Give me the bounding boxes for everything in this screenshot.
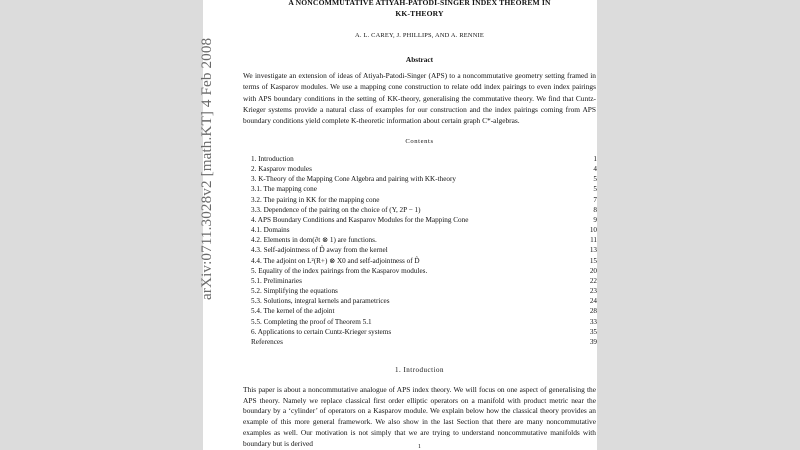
- toc-entry[interactable]: [251, 215, 597, 225]
- toc-entry-label: 4.1. Domains: [251, 226, 290, 235]
- toc-entry[interactable]: [251, 317, 597, 327]
- toc-entry[interactable]: [251, 256, 597, 266]
- toc-entry-page: 24: [589, 297, 597, 306]
- toc-entry-page: 1: [593, 155, 597, 163]
- table-of-contents: [251, 154, 597, 347]
- toc-entry-page: 5: [593, 175, 597, 184]
- toc-entry-label: 5.4. The kernel of the adjoint: [251, 307, 335, 316]
- toc-entry[interactable]: [251, 195, 597, 205]
- toc-entry[interactable]: [251, 164, 597, 174]
- toc-entry-label: 4.2. Elements in dom(∂t ⊗ 1) are functions.: [251, 236, 377, 245]
- toc-entry-page: 5: [593, 185, 597, 194]
- toc-entry-label: 4. APS Boundary Conditions and Kasparov Modules for the Mapping Cone: [251, 215, 469, 224]
- toc-entry-label: 4.3. Self-adjointness of D̂ away from the kernel: [251, 246, 388, 255]
- toc-entry-page: 39: [589, 337, 597, 346]
- toc-entry-label: 3.2. The pairing in KK for the mapping cone: [251, 195, 380, 204]
- toc-entry-page: 9: [593, 215, 597, 224]
- toc-entry[interactable]: [251, 286, 597, 296]
- toc-entry[interactable]: [251, 245, 597, 255]
- toc-entry-page: 7: [593, 195, 597, 204]
- arxiv-identifier: arXiv:0711.3028v2 [math.KT] 4 Feb 2008: [198, 37, 215, 300]
- toc-entry-label: 4.4. The adjoint on L²(R+) ⊗ X0 and self-adjointness of D̂: [251, 256, 420, 265]
- toc-entry-label: 2. Kasparov modules: [251, 165, 312, 174]
- section-heading-introduction: 1. Introduction: [394, 366, 445, 374]
- paper-title: [243, 0, 596, 19]
- paper-title-line-2: KK-THEORY: [395, 9, 444, 18]
- toc-entry[interactable]: [251, 306, 597, 316]
- toc-entry-label: 5.2. Simplifying the equations: [251, 287, 338, 296]
- toc-entry[interactable]: [251, 327, 597, 337]
- toc-entry-label: 5.5. Completing the proof of Theorem 5.1: [251, 317, 372, 326]
- toc-entry[interactable]: [251, 337, 597, 347]
- introduction-text: This paper is about a noncommutative analogue of APS index theory. We will focus on one aspect of generalising the APS theory. Namely we replace classical first order elliptic operators on a manifold with product metric near the boundary by a ‘cylinder’ of operators on a Kasparov module. We explain below how the classical theory provides an example of this more general framework. We also show in the last Section that there are many noncommutative examples as well. Our motivation is not simply that we are trying to understand noncommutative manifolds with boundary but is derived: [243, 385, 596, 448]
- toc-entry-page: 22: [589, 276, 597, 285]
- toc-entry[interactable]: [251, 205, 597, 215]
- toc-entry[interactable]: [251, 184, 597, 194]
- paper-authors: A. L. CAREY, J. PHILLIPS, AND A. RENNIE: [355, 32, 484, 39]
- toc-entry-page: 20: [589, 266, 597, 275]
- toc-entry-label: 1. Introduction: [251, 155, 294, 163]
- contents-heading: Contents: [405, 138, 434, 145]
- toc-entry-label: 6. Applications to certain Cuntz-Krieger systems: [251, 327, 392, 336]
- toc-entry-page: 11: [590, 236, 597, 245]
- toc-entry[interactable]: [251, 225, 597, 235]
- toc-entry-page: 15: [589, 256, 597, 265]
- abstract-heading: Abstract: [405, 55, 434, 64]
- toc-entry-label: 3. K-Theory of the Mapping Cone Algebra and pairing with KK-theory: [251, 175, 456, 184]
- toc-entry-label: References: [251, 337, 283, 346]
- toc-entry-label: 5. Equality of the index pairings from the Kasparov modules.: [251, 266, 428, 275]
- toc-entry[interactable]: [251, 174, 597, 184]
- toc-entry-page: 23: [589, 287, 597, 296]
- toc-entry[interactable]: [251, 296, 597, 306]
- toc-entry[interactable]: [251, 276, 597, 286]
- toc-entry[interactable]: [251, 266, 597, 276]
- toc-entry-page: 10: [589, 226, 597, 235]
- toc-entry-page: 8: [593, 205, 597, 214]
- toc-entry[interactable]: [251, 235, 597, 245]
- page-number: 1: [418, 444, 421, 450]
- toc-entry-page: 33: [589, 317, 597, 326]
- paper-title-line-1: A NONCOMMUTATIVE ATIYAH-PATODI-SINGER INDEX THEOREM IN: [288, 0, 551, 7]
- toc-entry-page: 13: [589, 246, 597, 255]
- toc-entry[interactable]: [251, 154, 597, 164]
- toc-entry-page: 4: [593, 165, 597, 174]
- toc-entry-label: 3.3. Dependence of the pairing on the choice of (Y, 2P − 1): [251, 205, 421, 214]
- abstract-text: We investigate an extension of ideas of Atiyah-Patodi-Singer (APS) to a noncommutative geometry setting framed in terms of Kasparov modules. We use a mapping cone construction to relate odd index pairings to even index pairings with APS boundary conditions in the setting of KK-theory, generalising the commutative theory. We find that Cuntz-Krieger systems provide a natural class of examples for our construction and the index pairings coming from APS boundary conditions yield complete K-theoretic information about certain graph C*-algebras.: [243, 71, 596, 126]
- toc-entry-page: 35: [589, 327, 597, 336]
- toc-entry-label: 5.3. Solutions, integral kernels and parametrices: [251, 297, 390, 306]
- toc-entry-page: 28: [589, 307, 597, 316]
- toc-entry-label: 5.1. Preliminaries: [251, 276, 302, 285]
- toc-entry-label: 3.1. The mapping cone: [251, 185, 317, 194]
